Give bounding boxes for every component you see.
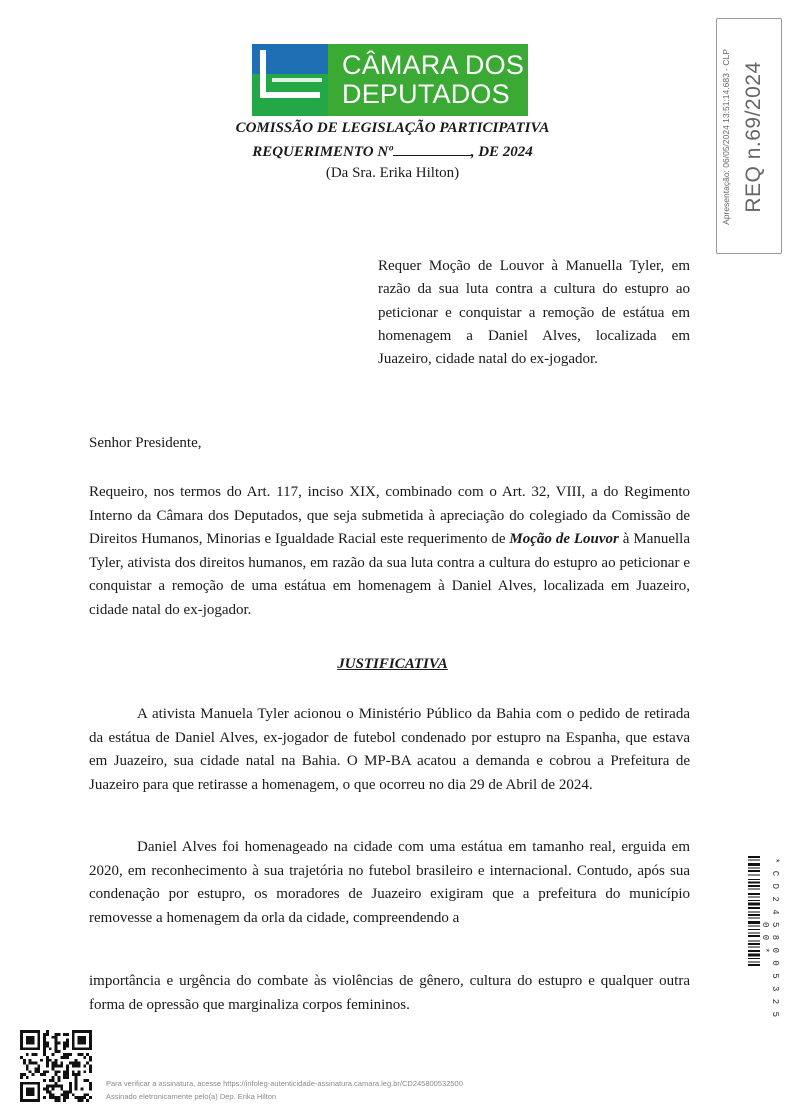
barcode — [748, 856, 760, 1020]
justification-title: JUSTIFICATIVA — [337, 656, 448, 672]
logo-line-1: CÂMARA DOS — [342, 50, 525, 80]
salutation: Senhor Presidente, — [89, 435, 202, 451]
camara-logo-mark — [252, 44, 328, 116]
justification-paragraph-2: Daniel Alves foi homenageado na cidade com uma estátua em tamanho real, erguida em 2020, em reconhecimento à sua trajetória no futebol brasileiro e internacional. Contudo, após sua condenação por estupro, os moradores de Juazeiro exigiram que a prefeitura do município removesse a homenagem da orla da cidade, compreendendo a — [89, 839, 690, 926]
camara-logo — [252, 44, 528, 116]
request-title — [0, 143, 785, 161]
presentation-stamp — [716, 18, 782, 254]
ementa: Requer Moção de Louvor à Manuella Tyler, em razão da sua luta contra a cultura do estupro ao peticionar e conquistar a remoção de estátua em homenagem a Daniel Alves, localizada em Juazeiro, cidade natal do ex-jogador. — [378, 258, 690, 368]
request-number: REQ n.69/2024 — [742, 61, 765, 213]
author-line: (Da Sra. Erika Hilton) — [325, 165, 460, 181]
camara-logo-text — [328, 44, 528, 116]
presentation-date: Apresentação: 06/05/2024 13:51:14.683 - CLP — [721, 49, 731, 225]
qr-code[interactable] — [20, 1030, 92, 1102]
signed-by-text: Assinado eletronicamente pelo(a) Dep. Erika Hilton — [106, 1092, 277, 1101]
request-text-after: à Manuella Tyler, ativista dos direitos humanos, em razão da sua luta contra a cultura do estupro ao peticionar e conquistar a remoção de uma estátua em homenagem à Daniel Alves, localizada em Juazeiro, cidade natal do ex-jogador. — [89, 531, 690, 618]
signature-verify-text: Para verificar a assinatura, acesse https://infoleg-autenticidade-assinatura.camara.leg.br/CD245800532500 — [106, 1079, 463, 1088]
request-number-blank — [393, 143, 471, 156]
barcode-text: * C D 2 4 5 8 0 0 5 3 2 5 0 0 * — [760, 857, 780, 1019]
justification-paragraph-3: importância e urgência do combate às violências de gênero, cultura do estupro e qualquer outra forma de opressão que marginaliza corpos femininos. — [89, 973, 690, 1013]
request-text-before: Requeiro, nos termos do Art. 117, inciso XIX, combinado com o Art. 32, VIII, a do Regimento Interno da Câmara dos Deputados, que seja submetida à apreciação do colegiado da Comissão de Direitos Humanos, Minorias e Igualdade Racial este requerimento de — [89, 484, 690, 547]
request-prefix: REQUERIMENTO Nº — [252, 144, 393, 160]
justification-paragraph-1: A ativista Manuela Tyler acionou o Ministério Público da Bahia com o pedido de retirada da estátua de Daniel Alves, ex-jogador de futebol condenado por estupro na Espanha, que estava em Juazeiro, sua cidade natal na Bahia. O MP-BA acatou a demanda e cobrou a Prefeitura de Juazeiro para que retirasse a homenagem, o que ocorreu no dia 29 de Abril de 2024. — [89, 706, 690, 793]
logo-line-2: DEPUTADOS — [342, 79, 510, 109]
request-emphasis: Moção de Louvor — [509, 531, 619, 547]
committee-name: COMISSÃO DE LEGISLAÇÃO PARTICIPATIVA — [235, 120, 550, 136]
request-paragraph — [89, 481, 690, 622]
request-suffix: , DE 2024 — [470, 144, 533, 160]
